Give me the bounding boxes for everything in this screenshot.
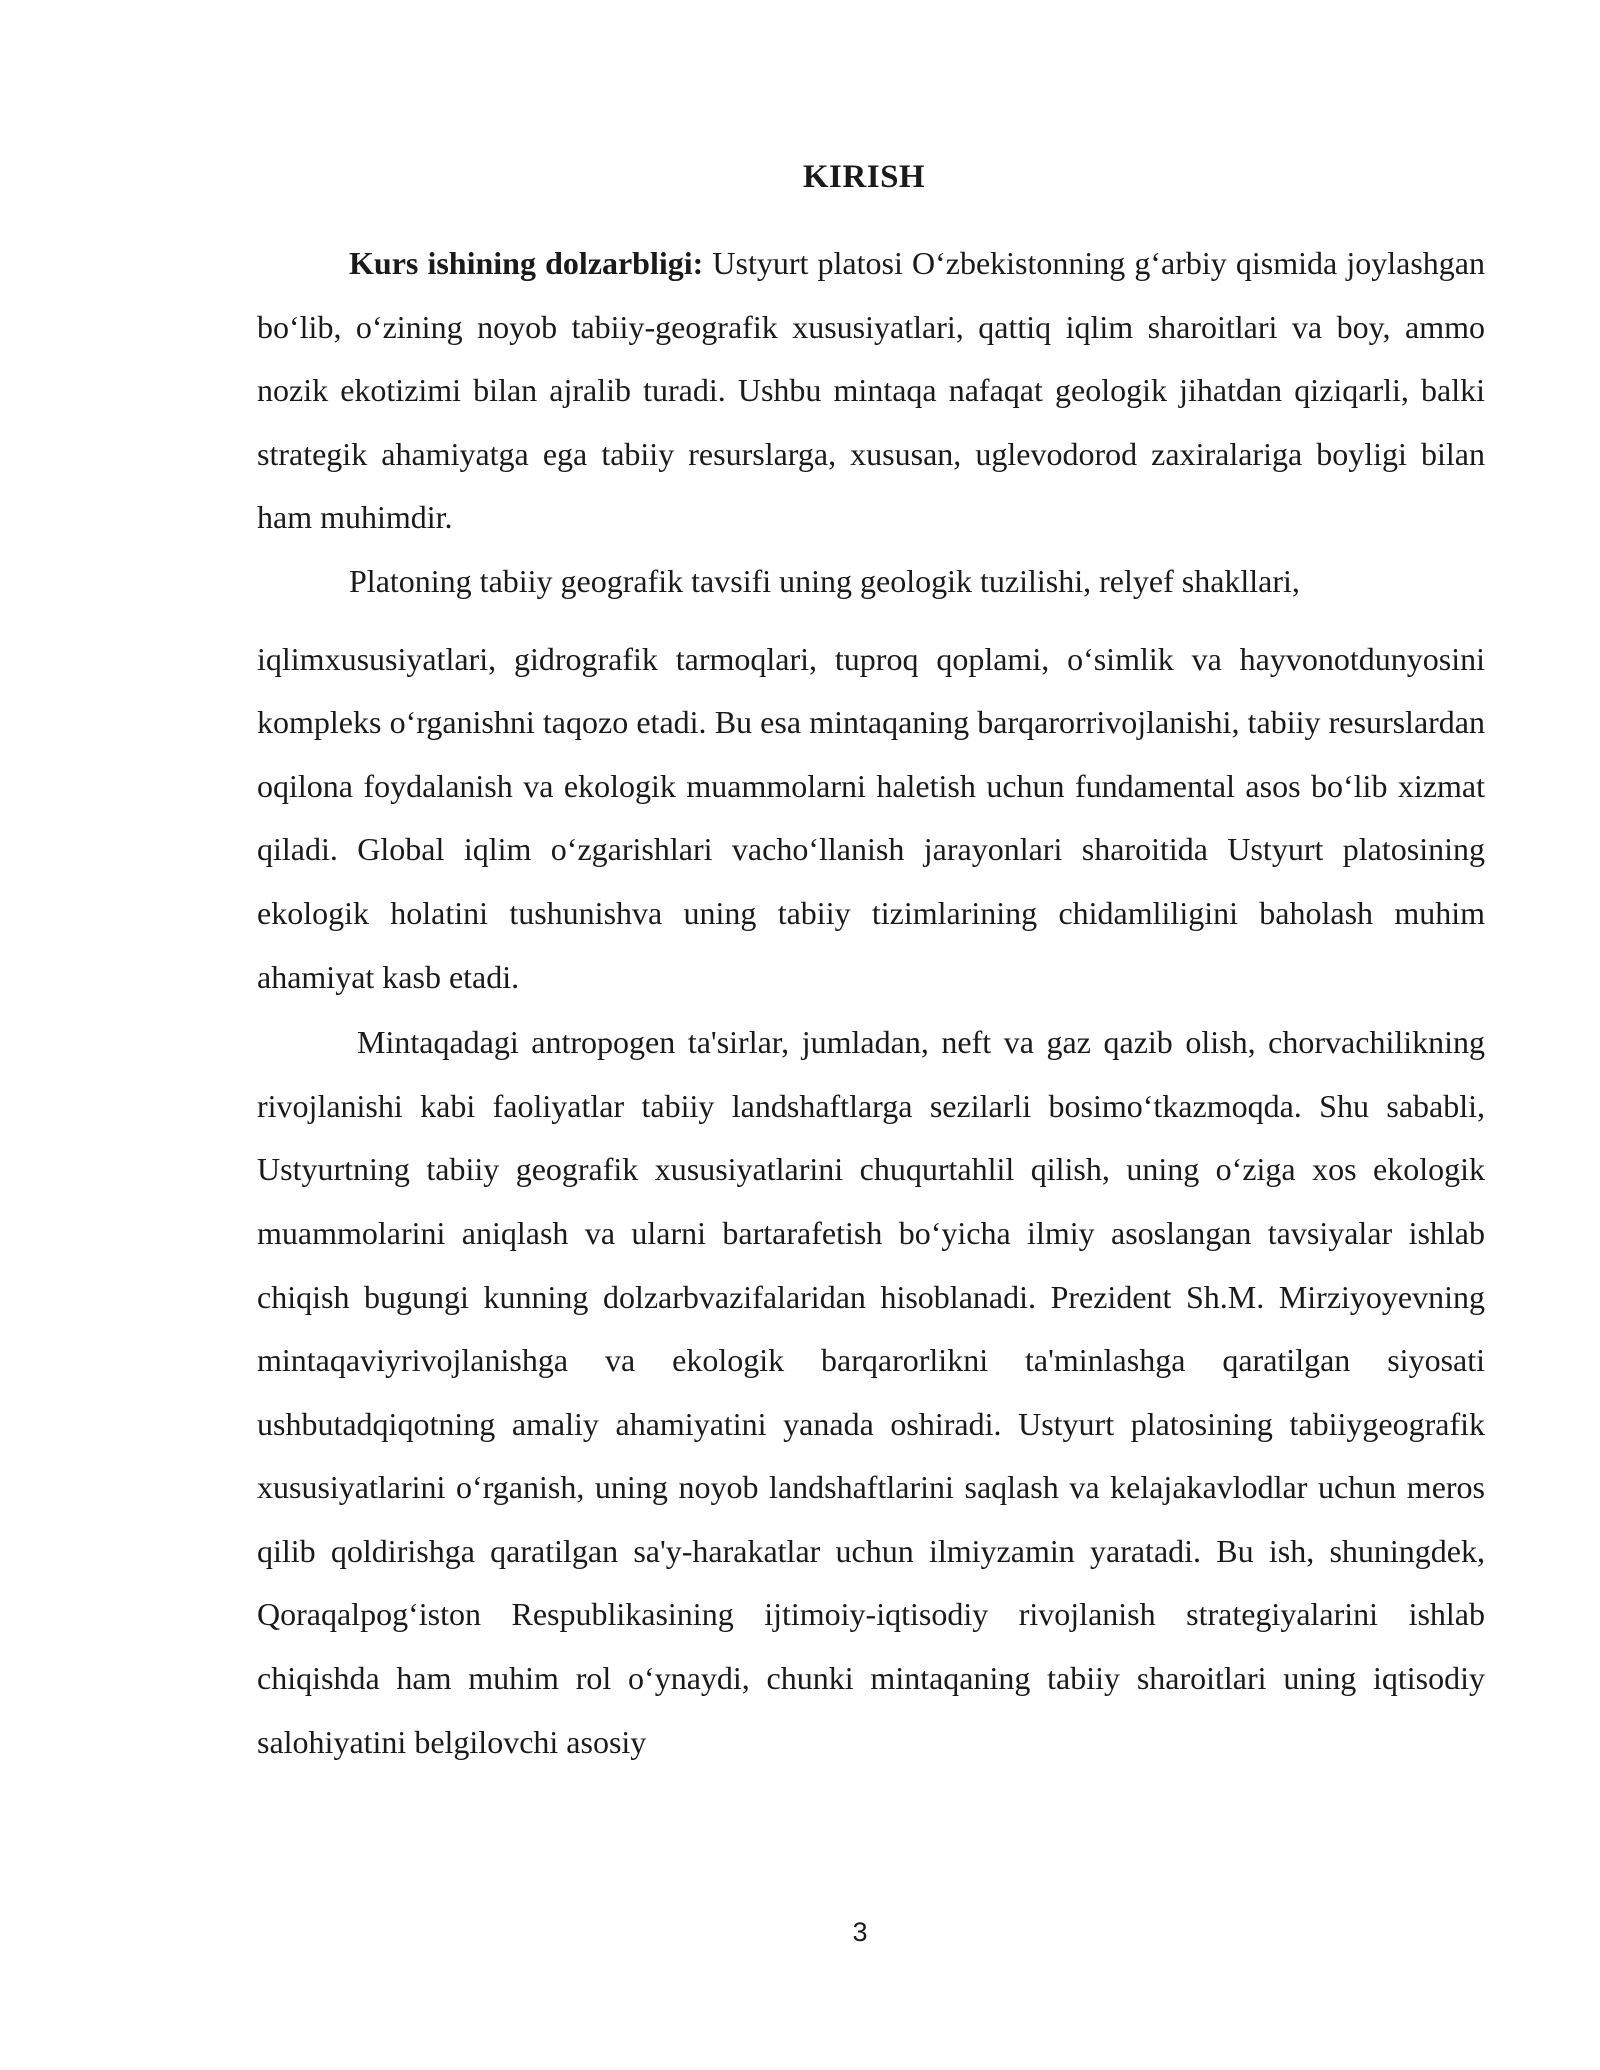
paragraph-relevance-text: Ustyurt platosi O‘zbekistonning g‘arbiy qismida joylashgan bo‘lib, o‘zining noyob tabiiy-geografik xususiyatlari, qattiq iqlim sharoitlari va boy, ammo nozik ekotizimi bilan ajralib turadi. Ushbu mintaqa nafaqat geologik jihatdan qiziqarli, balki strategik ahamiyatga ega tabiiy resurslarga, xususan, uglevodorod zaxiralariga boyligi bilan ham muhimdir. bbox=[257, 245, 1486, 536]
paragraph-anthropogenic-impact: Mintaqadagi antropogen ta'sirlar, jumladan, neft va gaz qazib olish, chorvachilikning rivojlanishi kabi faoliyatlar tabiiy landshaftlarga sezilarli bosimo‘tkazmoqda. Shu sababli, Ustyurtning tabiiy geografik xususiyatlarini chuqurtahlil qilish, uning o‘ziga xos ekologik muammolarini aniqlash va ularni bartarafetish bo‘yicha ilmiy asoslangan tavsiyalar ishlab chiqish bugungi kunning dolzarbvazifalaridan hisoblanadi. Prezident Sh.M. Mirziyoyevning mintaqaviyrivojlanishga va ekologik barqarorlikni ta'minlashga qaratilgan siyosati ushbutadqiqotning amaliy ahamiyatini yanada oshiradi. Ustyurt platosining tabiiygeografik xususiyatlarini o‘rganish, uning noyob landshaftlarini saqlash va kelajakavlodlar uchun meros qilib qoldirishga qaratilgan sa'y-harakatlar uchun ilmiyzamin yaratadi. Bu ish, shuningdek, Qoraqalpog‘iston Respublikasining ijtimoiy-iqtisodiy rivojlanish strategiyalarini ishlab chiqishda ham muhim rol o‘ynaydi, chunki mintaqaning tabiiy sharoitlari uning iqtisodiy salohiyatini belgilovchi asosiy bbox=[257, 1024, 1485, 1760]
page-number: 3 bbox=[852, 1917, 868, 1947]
paragraph-lead: Kurs ishining dolzarbligi: bbox=[349, 245, 704, 281]
paragraph-plateau-intro: Platoning tabiiy geografik tavsifi uning geologik tuzilishi, relyef shakllari, bbox=[349, 562, 1300, 599]
paragraph-plateau-description: iqlimxususiyatlari, gidrografik tarmoqlari, tuproq qoplami, o‘simlik va hayvonotdunyosini kompleks o‘rganishni taqozo etadi. Bu esa mintaqaning barqarorrivojlanishi, tabiiy resurslardan oqilona foydalanish va ekologik muammolarni haletish uchun fundamental asos bo‘lib xizmat qiladi. Global iqlim o‘zgarishlari vacho‘llanish jarayonlari sharoitida Ustyurt platosining ekologik holatini tushunishva uning tabiiy tizimlarining chidamliligini baholash muhim ahamiyat kasb etadi. bbox=[257, 640, 1485, 995]
section-title: KIRISH bbox=[802, 159, 926, 195]
body-text bbox=[257, 232, 1485, 1774]
paragraph-relevance bbox=[257, 232, 1485, 550]
